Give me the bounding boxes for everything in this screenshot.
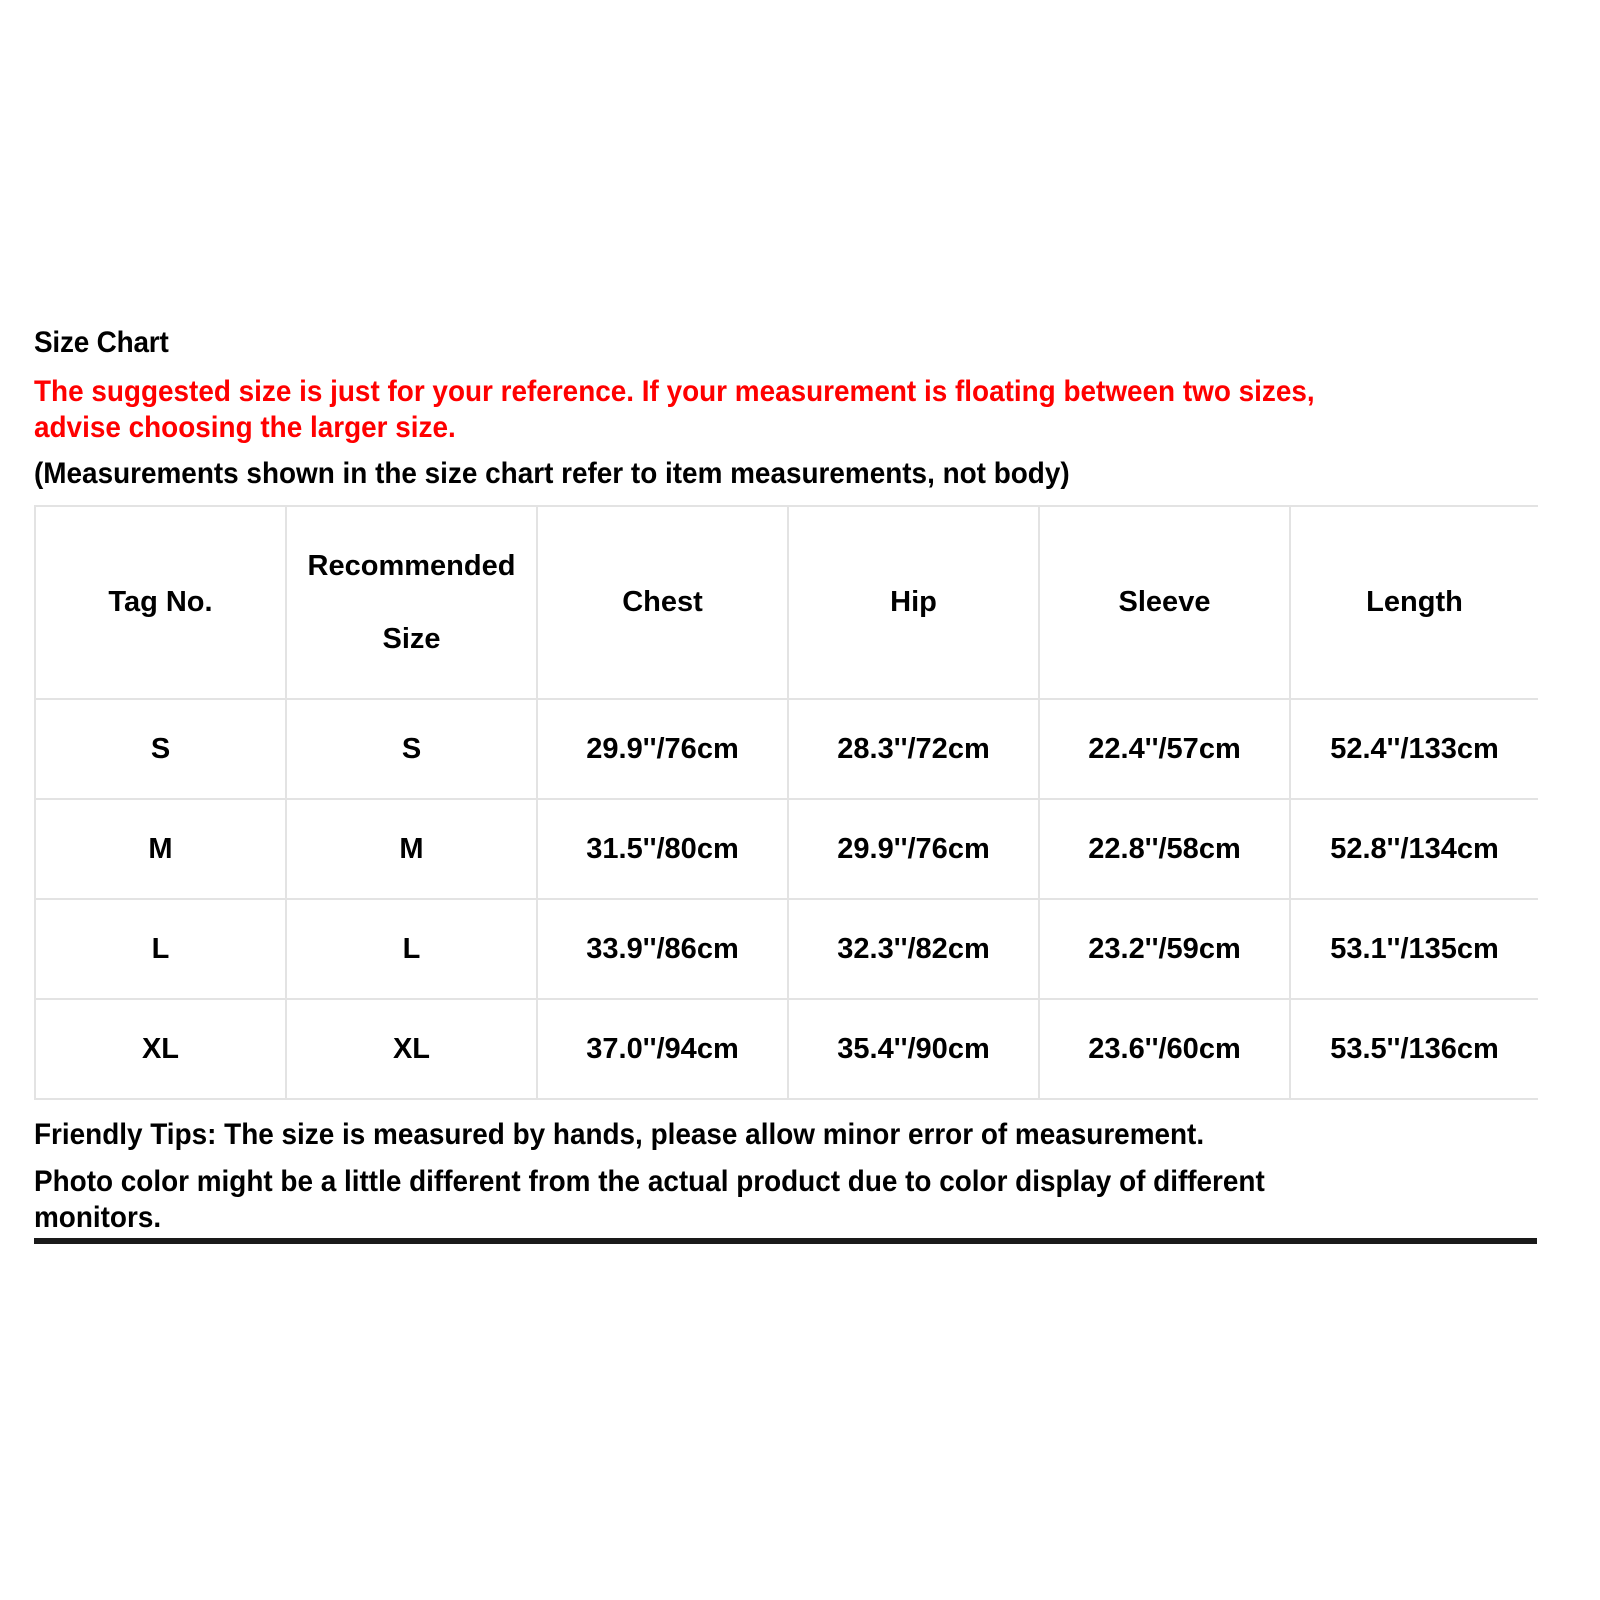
photo-color-note xyxy=(34,1164,1466,1236)
cell-chest: 29.9''/76cm xyxy=(537,699,788,799)
column-header-length: Length xyxy=(1290,506,1538,699)
cell-tag: XL xyxy=(35,999,286,1099)
measurement-note: (Measurements shown in the size chart refer to item measurements, not body) xyxy=(34,457,1070,490)
size-advice-line-2: advise choosing the larger size. xyxy=(34,411,456,444)
column-header-sleeve: Sleeve xyxy=(1039,506,1290,699)
cell-chest: 31.5''/80cm xyxy=(537,799,788,899)
cell-sleeve: 23.2''/59cm xyxy=(1039,899,1290,999)
measurement-tip: Friendly Tips: The size is measured by hands, please allow minor error of measurement. xyxy=(34,1118,1205,1151)
bottom-divider xyxy=(34,1238,1537,1244)
cell-length: 52.8''/134cm xyxy=(1290,799,1538,899)
table-row xyxy=(35,999,1538,1099)
cell-tag: M xyxy=(35,799,286,899)
cell-sleeve: 22.4''/57cm xyxy=(1039,699,1290,799)
table-row xyxy=(35,699,1538,799)
recommended-label-line-2: Size xyxy=(382,622,441,655)
column-header-hip: Hip xyxy=(788,506,1039,699)
table-row xyxy=(35,899,1538,999)
cell-hip: 29.9''/76cm xyxy=(788,799,1039,899)
recommended-label-line-1: Recommended xyxy=(307,549,516,582)
table-row xyxy=(35,799,1538,899)
cell-recommended: S xyxy=(286,699,537,799)
photo-color-note-line-2: monitors. xyxy=(34,1201,162,1234)
column-header-chest: Chest xyxy=(537,506,788,699)
table-header-row xyxy=(35,506,1538,699)
cell-recommended: L xyxy=(286,899,537,999)
cell-hip: 35.4''/90cm xyxy=(788,999,1039,1099)
cell-length: 53.5''/136cm xyxy=(1290,999,1538,1099)
cell-length: 53.1''/135cm xyxy=(1290,899,1538,999)
cell-tag: L xyxy=(35,899,286,999)
friendly-tips xyxy=(34,1117,1466,1236)
cell-chest: 37.0''/94cm xyxy=(537,999,788,1099)
size-advice-notice xyxy=(34,374,1457,446)
size-table xyxy=(34,505,1538,1100)
column-header-recommended-size xyxy=(286,506,537,699)
size-advice-line-1: The suggested size is just for your reference. If your measurement is floating between two sizes, xyxy=(34,375,1315,408)
cell-hip: 32.3''/82cm xyxy=(788,899,1039,999)
cell-length: 52.4''/133cm xyxy=(1290,699,1538,799)
cell-recommended: XL xyxy=(286,999,537,1099)
size-chart-title: Size Chart xyxy=(34,326,169,359)
photo-color-note-line-1: Photo color might be a little different from the actual product due to color display of different xyxy=(34,1165,1265,1198)
cell-hip: 28.3''/72cm xyxy=(788,699,1039,799)
cell-sleeve: 22.8''/58cm xyxy=(1039,799,1290,899)
column-header-tag-no: Tag No. xyxy=(35,506,286,699)
cell-sleeve: 23.6''/60cm xyxy=(1039,999,1290,1099)
cell-chest: 33.9''/86cm xyxy=(537,899,788,999)
cell-tag: S xyxy=(35,699,286,799)
cell-recommended: M xyxy=(286,799,537,899)
